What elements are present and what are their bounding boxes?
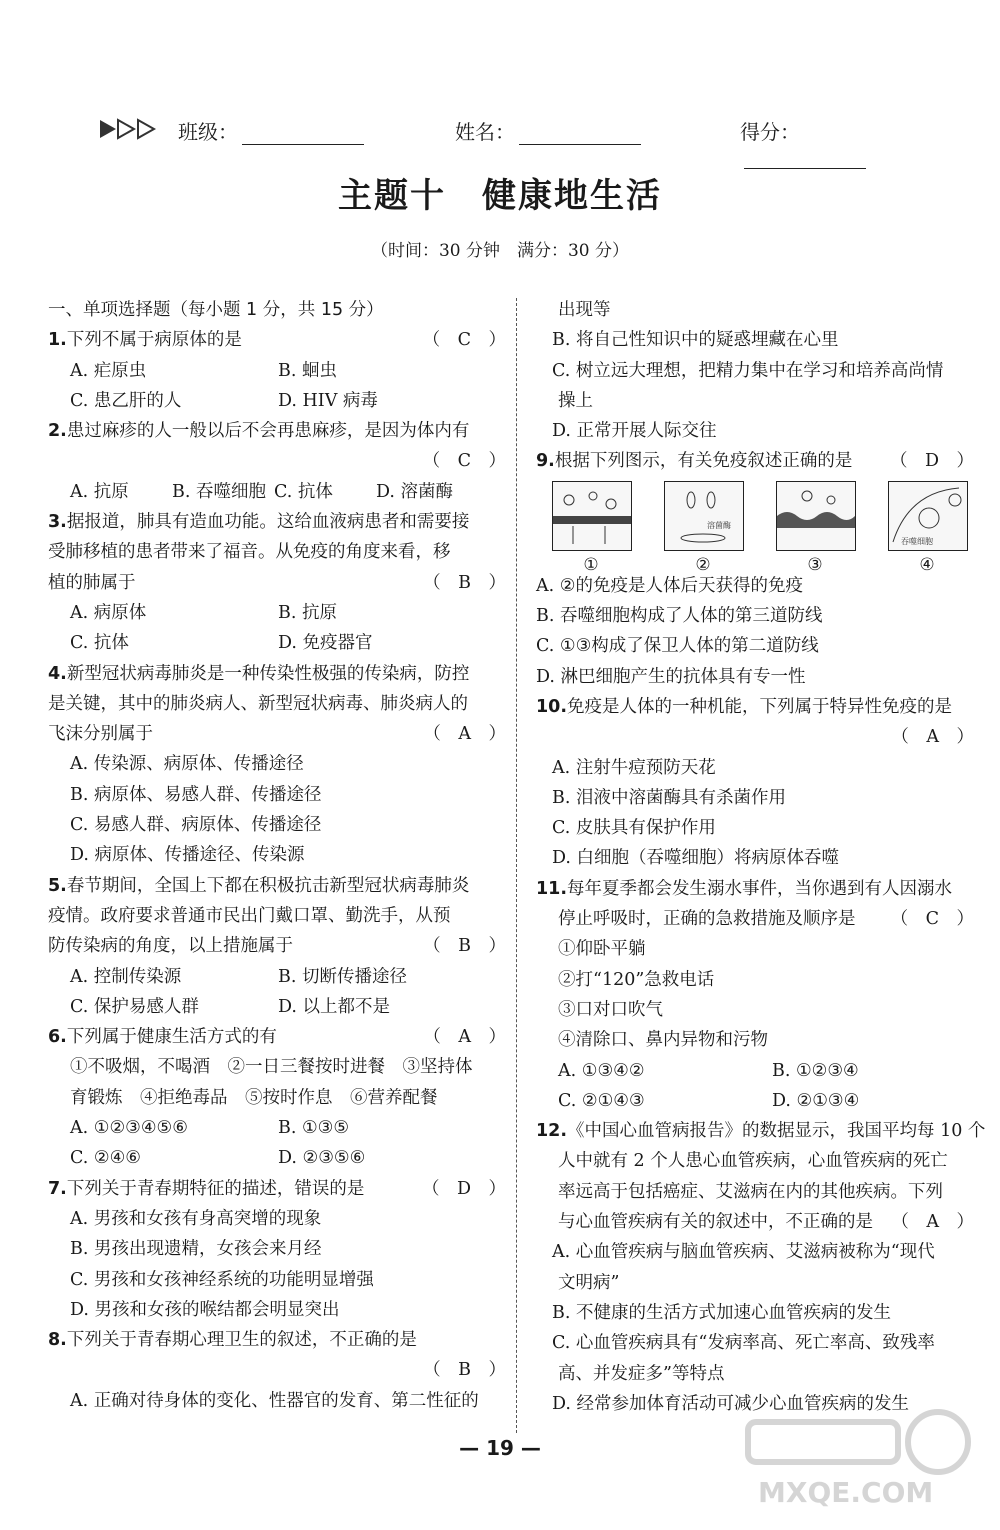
option: B. 泪液中溶菌酶具有杀菌作用 (552, 787, 786, 808)
option-row (48, 1143, 506, 1173)
page-number: — 19 — (459, 1436, 541, 1460)
question-text-line: 率远高于包括癌症、艾滋病在内的其他疾病。下列 (558, 1181, 943, 1202)
option: D. 正常开展人际交往 (552, 421, 717, 442)
option: B. 吞噬细胞构成了人体的第三道防线 (536, 606, 823, 627)
option: C. 易感人群、病原体、传播途径 (70, 815, 322, 836)
question-text-line (48, 719, 506, 749)
figure-1-skin-barrier (552, 481, 632, 551)
option: D. 以上都不是 (278, 996, 391, 1017)
option: C. 抗体 (274, 481, 333, 502)
class-field[interactable] (178, 116, 364, 145)
option-row (48, 992, 506, 1022)
question-number: 5. (48, 875, 67, 896)
left-column (48, 295, 506, 1416)
question-number: 3. (48, 512, 67, 533)
answer: （ C ） (422, 330, 506, 351)
answer: （ C ） (890, 909, 974, 930)
step-item: ③口对口吹气 (558, 999, 663, 1020)
exam-subtitle: （时间：30 分钟 满分：30 分） (370, 241, 630, 261)
option-continuation: 高、并发症多”等特点 (558, 1363, 725, 1384)
question-text-line: 受肺移植的患者带来了福音。从免疫的角度来看，移 (48, 542, 451, 563)
question-text: 植的肺属于 (48, 572, 136, 593)
class-label: 班级： (178, 120, 238, 144)
question-number: 1. (48, 330, 67, 351)
option-row (536, 1086, 974, 1116)
option: D. 白细胞（吞噬细胞）将病原体吞噬 (552, 848, 840, 869)
option: A. 男孩和女孩有身高突增的现象 (70, 1208, 322, 1229)
column-divider (516, 298, 517, 1433)
option: D. 溶菌酶 (376, 481, 454, 502)
class-blank[interactable] (242, 124, 364, 145)
section-heading: 一、单项选择题（每小题 1 分，共 15 分） (48, 300, 384, 320)
answer: （ A ） (891, 727, 974, 748)
question-text-line: 人中就有 2 个人患心血管疾病，心血管疾病的死亡 (558, 1151, 948, 1172)
option: C. ②④⑥ (70, 1148, 141, 1169)
option: C. ①③构成了保卫人体的第二道防线 (536, 636, 819, 657)
option-row (48, 1113, 506, 1143)
question-text-line (48, 931, 506, 961)
option: A. 传染源、病原体、传播途径 (70, 754, 304, 775)
option: B. 不健康的生活方式加速心血管疾病的发生 (552, 1302, 891, 1323)
option: C. 患乙肝的人 (70, 390, 182, 411)
option-continuation: 文明病” (558, 1272, 620, 1293)
question-number: 11. (536, 878, 568, 899)
option: C. ②①④③ (558, 1090, 645, 1111)
question-number: 2. (48, 421, 67, 442)
option: C. 保护易感人群 (70, 996, 199, 1017)
answer: （ D ） (889, 451, 974, 472)
question-10-stem (536, 692, 974, 722)
option-row (48, 356, 506, 386)
answer-row (48, 1355, 506, 1385)
right-column (536, 295, 986, 1419)
figure-2-lysozyme (664, 481, 744, 551)
option: B. ①③⑤ (278, 1118, 350, 1139)
question-9-stem (536, 446, 974, 476)
figure-label: ④ (919, 554, 935, 575)
question-number: 10. (536, 696, 568, 717)
question-8-stem (48, 1325, 506, 1355)
option: A. 心血管疾病与脑血管疾病、艾滋病被称为“现代 (552, 1242, 935, 1263)
question-text: 新型冠状病毒肺炎是一种传染性极强的传染病，防控 (66, 663, 470, 684)
name-blank[interactable] (519, 124, 641, 145)
question-number: 12. (536, 1121, 568, 1142)
question-text: 免疫是人体的一种机能，下列属于特异性免疫的是 (567, 696, 953, 717)
option: D. 病原体、传播途径、传染源 (70, 845, 305, 866)
arrow-decoration-icon (100, 118, 162, 140)
answer: （ D ） (421, 1178, 506, 1199)
option: B. ①②③④ (772, 1060, 859, 1081)
question-number: 4. (48, 663, 67, 684)
question-number: 7. (48, 1178, 67, 1199)
watermark-text: MXQE.COM (758, 1476, 934, 1509)
option-row (48, 477, 506, 507)
question-11-stem (536, 874, 974, 904)
option: A. ①③④② (558, 1060, 645, 1081)
answer: （ A ） (423, 724, 506, 745)
question-text-line (536, 904, 974, 934)
question-5-stem (48, 871, 506, 901)
option: C. 树立远大理想，把精力集中在学习和培养高尚情 (552, 360, 944, 381)
option-row (48, 962, 506, 992)
option: D. 男孩和女孩的喉结都会明显突出 (70, 1299, 340, 1320)
question-7-stem (48, 1174, 506, 1204)
question-text-line: ①不吸烟，不喝酒 ②一日三餐按时进餐 ③坚持体 (70, 1057, 473, 1078)
page-title: 主题十 健康地生活 (338, 176, 662, 216)
question-text: 下列关于青春期特征的描述，错误的是 (66, 1178, 365, 1199)
option: B. 蛔虫 (278, 360, 337, 381)
option: D. ②①③④ (772, 1090, 860, 1111)
question-6-stem (48, 1022, 506, 1052)
answer-row (48, 446, 506, 476)
option: D. 经常参加体育活动可减少心血管疾病的发生 (552, 1393, 910, 1414)
option: A. 正确对待身体的变化、性器官的发育、第二性征的 (70, 1390, 479, 1411)
figure-label: ① (583, 554, 599, 575)
option-row (48, 386, 506, 416)
question-text-line (48, 568, 506, 598)
figure-4-caption: 吞噬细胞 (901, 536, 933, 546)
question-text-line (536, 1207, 974, 1237)
question-text: 下列不属于病原体的是 (66, 330, 242, 351)
question-text: 春节期间，全国上下都在积极抗击新型冠状病毒肺炎 (66, 875, 470, 896)
question-1-stem (48, 325, 506, 355)
figure-3-mucosa (776, 481, 856, 551)
option: B. 将自己性知识中的疑惑埋藏在心里 (552, 330, 839, 351)
option: A. ②的免疫是人体后天获得的免疫 (536, 575, 803, 596)
option: A. 病原体 (70, 602, 147, 623)
score-label: 得分： (740, 120, 800, 144)
step-item: ④清除口、鼻内异物和污物 (558, 1030, 768, 1051)
question-text: 每年夏季都会发生溺水事件，当你遇到有人因溺水 (567, 878, 953, 899)
option: C. 皮肤具有保护作用 (552, 818, 716, 839)
option: A. 抗原 (70, 481, 129, 502)
question-number: 6. (48, 1027, 67, 1048)
option-row (48, 598, 506, 628)
option: D. 淋巴细胞产生的抗体具有专一性 (536, 666, 806, 687)
question-text-line: 育锻炼 ④拒绝毒品 ⑤按时作息 ⑥营养配餐 (70, 1087, 438, 1108)
answer: （ B ） (423, 936, 506, 957)
student-info-header (100, 112, 920, 148)
watermark-logo-icon (738, 1402, 978, 1512)
option: A. 注射牛痘预防天花 (552, 757, 716, 778)
question-3-stem (48, 507, 506, 537)
answer: （ A ） (423, 1027, 506, 1048)
answer: （ C ） (422, 451, 506, 472)
option: D. 免疫器官 (278, 633, 373, 654)
option-row (48, 628, 506, 658)
question-number: 9. (536, 451, 555, 472)
answer: （ B ） (423, 1360, 506, 1381)
option-continuation: 操上 (558, 390, 593, 411)
answer-row (536, 722, 974, 752)
question-text: 《中国心血管病报告》的数据显示，我国平均每 10 个 (567, 1121, 986, 1142)
question-text: 下列属于健康生活方式的有 (66, 1027, 277, 1048)
figure-4-phagocyte (888, 481, 968, 551)
option-continuation: 出现等 (558, 300, 611, 320)
question-text-line: 疫情。政府要求普通市民出门戴口罩、勤洗手，从预 (48, 905, 451, 926)
step-item: ①仰卧平躺 (558, 939, 646, 960)
question-text: 与心血管疾病有关的叙述中，不正确的是 (558, 1212, 873, 1233)
option: B. 抗原 (278, 602, 337, 623)
question-text-line: 是关键，其中的肺炎病人、新型冠状病毒、肺炎病人的 (48, 693, 468, 714)
option: B. 病原体、易感人群、传播途径 (70, 784, 322, 805)
option: B. 切断传播途径 (278, 966, 407, 987)
question-2-stem (48, 416, 506, 446)
question-text: 根据下列图示，有关免疫叙述正确的是 (554, 451, 853, 472)
option: D. ②③⑤⑥ (278, 1148, 366, 1169)
option: D. HIV 病毒 (278, 390, 378, 411)
score-field[interactable] (740, 116, 920, 169)
option: C. 抗体 (70, 633, 129, 654)
question-text: 患过麻疹的人一般以后不会再患麻疹，是因为体内有 (66, 421, 470, 442)
option: C. 男孩和女孩神经系统的功能明显增强 (70, 1269, 374, 1290)
question-12-stem (536, 1116, 986, 1146)
question-text: 停止呼吸时，正确的急救措施及顺序是 (558, 909, 856, 930)
score-blank[interactable] (744, 148, 866, 169)
step-item: ②打“120”急救电话 (558, 969, 715, 990)
option: A. 疟原虫 (70, 360, 147, 381)
name-label: 姓名： (455, 120, 515, 144)
option: B. 男孩出现遗精，女孩会来月经 (70, 1239, 322, 1260)
question-text: 据报道，肺具有造血功能。这给血液病患者和需要接 (66, 512, 470, 533)
figure-label: ② (695, 554, 711, 575)
figure-label: ③ (807, 554, 823, 575)
option: A. ①②③④⑤⑥ (70, 1118, 188, 1139)
name-field[interactable] (455, 116, 641, 145)
answer: （ B ） (423, 572, 506, 593)
option-row (536, 1056, 974, 1086)
option: A. 控制传染源 (70, 966, 182, 987)
question-number: 8. (48, 1330, 67, 1351)
question-text: 飞沫分别属于 (48, 724, 153, 745)
question-4-stem (48, 659, 506, 689)
immunity-figures (552, 481, 974, 575)
answer: （ A ） (891, 1212, 974, 1233)
option: B. 吞噬细胞 (172, 481, 266, 502)
question-text: 下列关于青春期心理卫生的叙述，不正确的是 (66, 1330, 417, 1351)
option: C. 心血管疾病具有“发病率高、死亡率高、致残率 (552, 1333, 935, 1354)
figure-2-caption: 溶菌酶 (707, 520, 731, 530)
question-text: 防传染病的角度，以上措施属于 (48, 936, 293, 957)
